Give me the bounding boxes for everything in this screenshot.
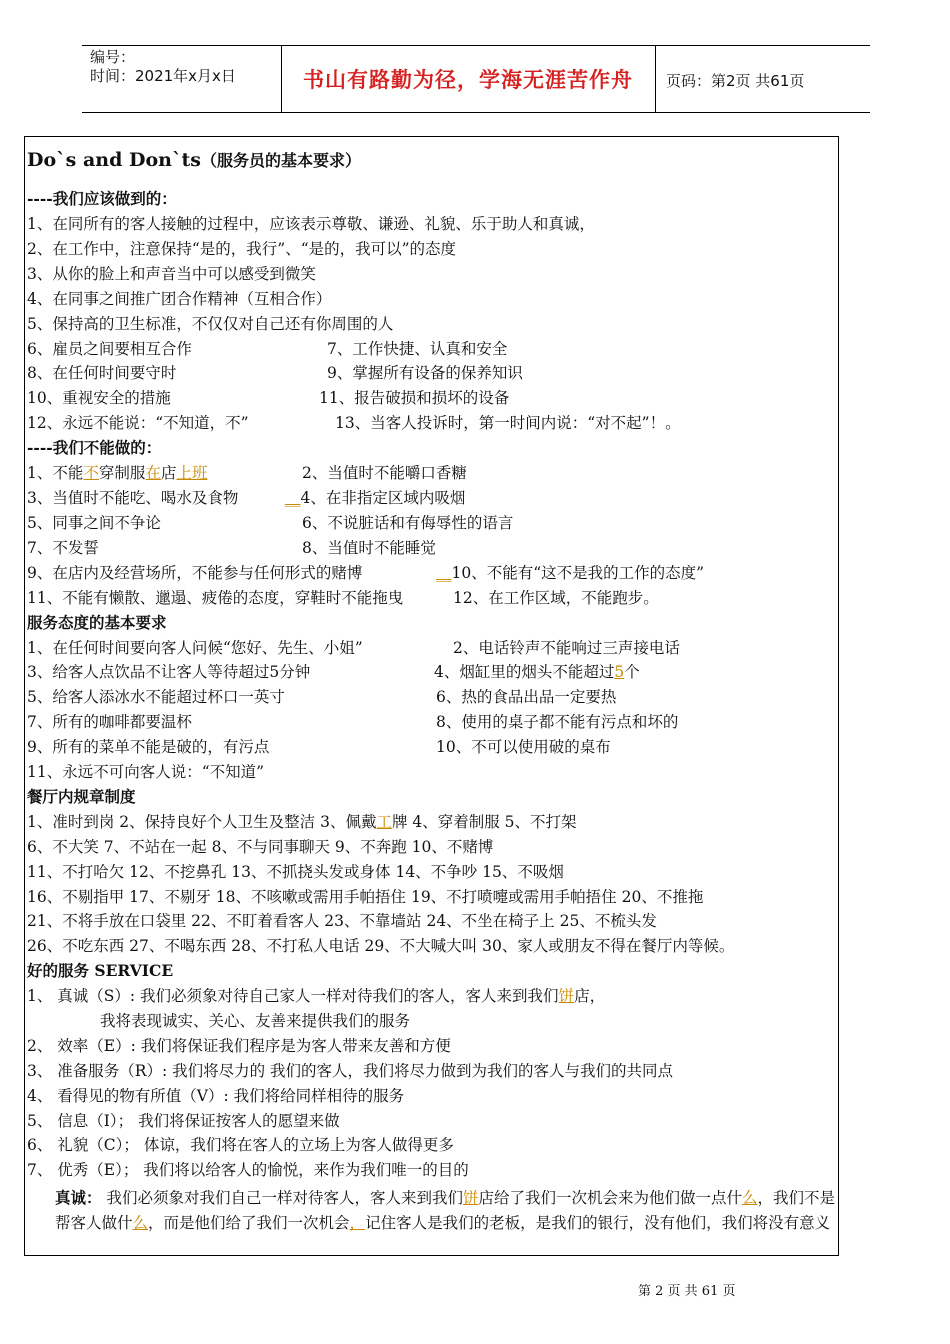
service-item: 2、 效率（E）: 我们将保证我们程序是为客人带来友善和方便: [27, 1037, 451, 1055]
dont-item-text: 4、在非指定区域内吸烟: [300, 489, 466, 507]
service-item: 3、 准备服务（R）: 我们将尽力的 我们的客人，我们将尽力做到为我们的客人与我们的共同点: [27, 1062, 674, 1080]
service-item: 5、 信息（I）； 我们将保证按客人的愿望来做: [27, 1112, 340, 1130]
dont-item-mark: 上班: [176, 464, 208, 482]
do-row: [27, 362, 523, 384]
dont-item-text: 10、不能有“这不是我的工作的态度”: [451, 564, 705, 582]
dont-row: [27, 562, 705, 584]
dont-row: [27, 587, 659, 609]
attitude-row: [27, 711, 679, 733]
paragraph-text: ，而是他们给了我们一次机会: [148, 1214, 350, 1232]
dont-item: [436, 562, 704, 584]
header-time-label: 时间：2021年x月x日: [90, 67, 236, 85]
rules-row: [27, 811, 577, 833]
rules-row: 6、不大笑 7、不站在一起 8、不与同事聊天 9、不奔跑 10、不赌博: [27, 838, 494, 856]
header-motto: 书山有路勤为径，学海无涯苦作舟: [303, 67, 633, 92]
dont-item: [285, 487, 465, 509]
do-item: 9、掌握所有设备的保养知识: [327, 364, 523, 382]
service-item: 7、 优秀（E）； 我们将以给客人的愉悦，来作为我们唯一的目的: [27, 1161, 469, 1179]
do-item: 3、从你的脸上和声音当中可以感受到微笑: [27, 265, 316, 283]
dont-row: [27, 487, 466, 509]
dont-item-mark: 不: [83, 464, 99, 482]
dont-row: [27, 512, 514, 534]
paragraph-mark: 饼: [462, 1189, 479, 1207]
do-item: 8、在任何时间要守时: [27, 364, 177, 382]
header-number-label: 编号：: [90, 48, 136, 66]
attitude-item: [434, 661, 640, 683]
dont-item: 1、不能: [27, 464, 84, 482]
sincerity-paragraph: [55, 1185, 839, 1236]
dont-item: 8、当值时不能睡觉: [302, 539, 436, 557]
do-item: 2、在工作中，注意保持“是的，我行”、“是的，我可以”的态度: [27, 240, 457, 258]
rules-mark: 工: [376, 813, 392, 831]
header-bottom-rule: [82, 112, 870, 113]
rules-row: 16、不剔指甲 17、不剔牙 18、不咳嗽或需用手帕捂住 19、不打喷嚏或需用手帕捂住 20、不推拖: [27, 888, 704, 906]
attitude-item: 1、在任何时间要向客人问候“您好、先生、小姐”: [27, 639, 363, 657]
do-item: 6、雇员之间要相互合作: [27, 340, 192, 358]
do-item: 4、在同事之间推广团合作精神（互相合作）: [27, 290, 332, 308]
paragraph-text: 店给了我们一次机会来为他们做一点什: [478, 1189, 742, 1207]
dont-item: 3、当值时不能吃、喝水及食物: [27, 489, 239, 507]
dont-item: 9、在店内及经营场所，不能参与任何形式的赌博: [27, 564, 363, 582]
rules-row: 11、不打哈欠 12、不挖鼻孔 13、不抓挠头发或身体 14、不争吵 15、不吸烟: [27, 863, 564, 881]
do-item: 1、在同所有的客人接触的过程中，应该表示尊敬、谦逊、礼貌、乐于助人和真诚，: [27, 215, 595, 233]
attitude-item: 7、所有的咖啡都要温杯: [27, 713, 192, 731]
dont-item: 11、不能有懒散、邋遢、疲倦的态度，穿鞋时不能拖曳: [27, 589, 404, 607]
attitude-item: 11、永远不可向客人说：“不知道”: [27, 763, 265, 781]
header-page-label: 页码：第2页 共61页: [666, 72, 805, 90]
attitude-item: 5、给客人添冰水不能超过杯口一英寸: [27, 688, 285, 706]
doc-title: Do`s and Don`ts（服务员的基本要求）: [27, 149, 361, 171]
service-item: 6、 礼貌（C）； 体谅，我们将在客人的立场上为客人做得更多: [27, 1136, 454, 1154]
section-heading-attitude: 服务态度的基本要求: [27, 613, 167, 632]
header-divider-right: [655, 46, 656, 112]
do-row: [27, 412, 681, 434]
header-meta: [90, 48, 236, 86]
service-item: [27, 985, 605, 1007]
do-item: 5、保持高的卫生标准，不仅仅对自己还有你周围的人: [27, 315, 394, 333]
section-heading-do: ----我们应该做到的：: [27, 189, 177, 208]
page-footer: 第 2 页 共 61 页: [638, 1284, 736, 1299]
dont-item: 7、不发誓: [27, 539, 99, 557]
dont-item: 穿制服: [98, 464, 146, 482]
rules-row: 21、不将手放在口袋里 22、不盯着看客人 23、不靠墙站 24、不坐在椅子上 25、不梳头发: [27, 912, 657, 930]
do-item: 11、报告破损和损坏的设备: [319, 389, 510, 407]
attitude-item: 2、电话铃声不能响过三声接电话: [453, 639, 680, 657]
service-item: 4、 看得见的物有所值（V）: 我们将给同样相待的服务: [27, 1087, 405, 1105]
dont-item-mark: 在: [145, 464, 161, 482]
attitude-row: [27, 686, 617, 708]
attitude-item-text: 4、烟缸里的烟头不能超过: [434, 663, 615, 681]
paragraph-text: 记住客人是我们的老板，是我们的银行，没有他们，我们将没有意义: [365, 1214, 831, 1232]
attitude-item-text: 个: [624, 663, 640, 681]
rules-text: 1、准时到岗 2、保持良好个人卫生及整洁 3、佩戴: [27, 813, 377, 831]
paragraph-mark: ，: [349, 1214, 366, 1232]
attitude-item: 6、热的食品出品一定要热: [436, 688, 617, 706]
dont-item: 店: [160, 464, 177, 482]
dont-item: 12、在工作区域，不能跑步。: [453, 589, 659, 607]
dont-item-mark: __: [285, 489, 301, 507]
attitude-row: [27, 661, 640, 683]
dont-row: [27, 462, 467, 484]
attitude-item: 3、给客人点饮品不让客人等待超过5分钟: [27, 663, 311, 681]
attitude-row: [27, 736, 611, 758]
do-item: 10、重视安全的措施: [27, 389, 171, 407]
service-text: 1、 真诚（S）: 我们必须象对待自己家人一样对待我们的客人，客人来到我们: [27, 987, 559, 1005]
do-item: 12、永远不能说：“不知道，不”: [27, 414, 249, 432]
paragraph-label: 真诚：: [55, 1188, 102, 1207]
dont-item-mark: __: [436, 564, 452, 582]
paragraph-text: 我们必须象对我们自己一样对待客人，客人来到我们: [101, 1189, 463, 1207]
paragraph-text: ，我们不是帮客人做什: [55, 1189, 836, 1232]
dont-item: 6、不说脏话和有侮辱性的语言: [302, 514, 514, 532]
attitude-item: 9、所有的菜单不能是破的，有污点: [27, 738, 270, 756]
rules-row: 26、不吃东西 27、不喝东西 28、不打私人电话 29、不大喊大叫 30、家人或朋友不得在餐厅内等候。: [27, 937, 735, 955]
paragraph-mark: 么: [132, 1214, 149, 1232]
service-item-continuation: 我将表现诚实、关心、友善来提供我们的服务: [100, 1012, 411, 1030]
attitude-row: [27, 637, 680, 659]
section-heading-dont: ----我们不能做的：: [27, 438, 162, 457]
service-mark: 饼: [558, 987, 575, 1005]
do-row: [27, 338, 508, 360]
paragraph-mark: 么: [741, 1189, 758, 1207]
rules-text: 牌 4、穿着制服 5、不打架: [391, 813, 577, 831]
dont-row: [27, 537, 436, 559]
section-heading-service: 好的服务 SERVICE: [27, 961, 174, 980]
section-heading-rules: 餐厅内规章制度: [27, 787, 136, 806]
do-row: [27, 387, 510, 409]
dont-item: 5、同事之间不争论: [27, 514, 161, 532]
attitude-item: 10、不可以使用破的桌布: [436, 738, 611, 756]
service-text: 店，: [574, 987, 606, 1005]
do-item: 7、工作快捷、认真和安全: [327, 340, 508, 358]
attitude-item-mark: 5: [614, 663, 625, 681]
dont-item: 2、当值时不能嚼口香糖: [302, 464, 467, 482]
do-item: 13、当客人投诉时，第一时间内说：“对不起”！。: [335, 414, 681, 432]
attitude-item: 8、使用的桌子都不能有污点和坏的: [436, 713, 679, 731]
